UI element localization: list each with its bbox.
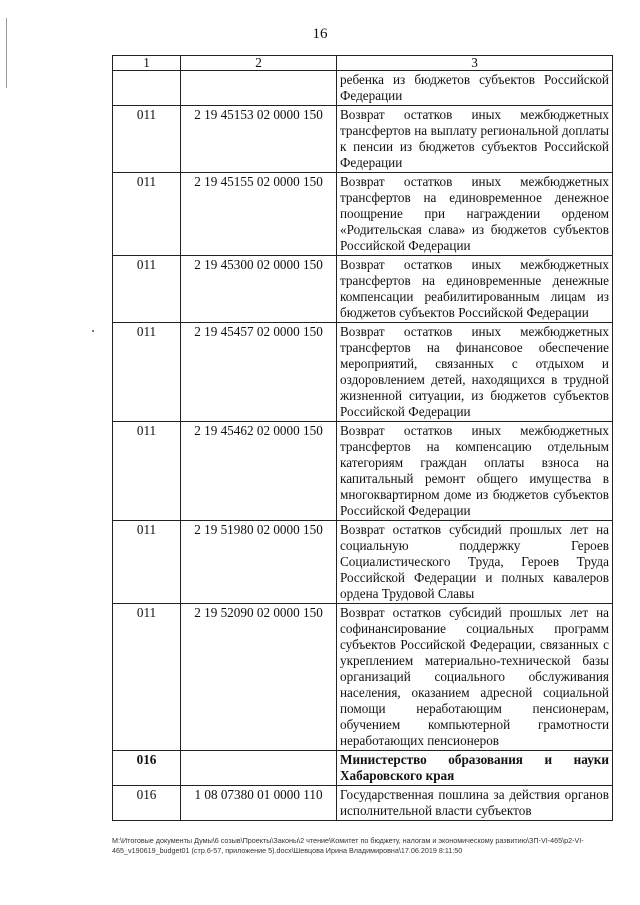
header-cell-2: 2: [181, 56, 337, 71]
admin-code-cell: 011: [113, 521, 181, 604]
budget-code-cell: [181, 71, 337, 106]
table-row: [113, 173, 613, 256]
budget-code-cell: 2 19 45300 02 0000 150: [181, 256, 337, 323]
admin-code-cell: 011: [113, 323, 181, 422]
description-cell: Возврат остатков иных межбюджетных трансфертов на выплату региональной доплаты к пенсии из бюджетов субъектов Российской Федерации: [337, 106, 613, 173]
table-header-row: [113, 56, 613, 71]
admin-code-cell: 016: [113, 786, 181, 821]
admin-code-cell: 011: [113, 604, 181, 751]
table-row: [113, 422, 613, 521]
table-row: [113, 521, 613, 604]
description-cell: Возврат остатков иных межбюджетных трансфертов на единовременное денежное поощрение при награждении орденом «Родительская слава» из бюджетов субъектов Российской Федерации: [337, 173, 613, 256]
table-row: [113, 256, 613, 323]
description-cell: Министерство образования и науки Хабаровского края: [337, 751, 613, 786]
table-row: [113, 604, 613, 751]
admin-code-cell: 011: [113, 256, 181, 323]
description-cell: Возврат остатков иных межбюджетных трансфертов на компенсацию отдельным категориям граждан оплаты взноса на капитальный ремонт общего имущества в многоквартирном доме из бюджетов субъектов Российской Федерации: [337, 422, 613, 521]
table-row: [113, 71, 613, 106]
table-row: [113, 106, 613, 173]
description-cell: Возврат остатков иных межбюджетных трансфертов на единовременные денежные компенсации реабилитированным лицам из бюджетов субъектов Российской Федерации: [337, 256, 613, 323]
budget-codes-table: [112, 55, 613, 821]
admin-code-cell: 016: [113, 751, 181, 786]
admin-code-cell: [113, 71, 181, 106]
admin-code-cell: 011: [113, 422, 181, 521]
scan-dot: [92, 330, 94, 332]
budget-code-cell: 2 19 45457 02 0000 150: [181, 323, 337, 422]
budget-code-cell: 2 19 51980 02 0000 150: [181, 521, 337, 604]
budget-code-cell: 1 08 07380 01 0000 110: [181, 786, 337, 821]
table-row: [113, 751, 613, 786]
description-cell: Возврат остатков субсидий прошлых лет на социальную поддержку Героев Социалистического Труда, Героев Труда Российской Федерации и полных кавалеров ордена Трудовой Славы: [337, 521, 613, 604]
budget-code-cell: 2 19 45155 02 0000 150: [181, 173, 337, 256]
table-row: [113, 323, 613, 422]
header-cell-1: 1: [113, 56, 181, 71]
description-cell: Возврат остатков субсидий прошлых лет на софинансирование социальных программ субъектов Российской Федерации, связанных с укреплением материально-технической базы организаций социального обслуживания населения, оказанием адресной социальной помощи неработающим пенсионерам, обучением компьютерной грамотности неработающих пенсионеров: [337, 604, 613, 751]
budget-code-cell: 2 19 52090 02 0000 150: [181, 604, 337, 751]
description-cell: ребенка из бюджетов субъектов Российской Федерации: [337, 71, 613, 106]
header-cell-3: 3: [337, 56, 613, 71]
admin-code-cell: 011: [113, 173, 181, 256]
table-row: [113, 786, 613, 821]
page-number: 16: [312, 26, 328, 42]
description-cell: Возврат остатков иных межбюджетных трансфертов на финансовое обеспечение мероприятий, связанных с отдыхом и оздоровлением детей, находящихся в трудной жизненной ситуации, из бюджетов субъектов Российской Федерации: [337, 323, 613, 422]
budget-code-cell: [181, 751, 337, 786]
admin-code-cell: 011: [113, 106, 181, 173]
budget-code-cell: 2 19 45153 02 0000 150: [181, 106, 337, 173]
description-cell: Государственная пошлина за действия органов исполнительной власти субъектов: [337, 786, 613, 821]
budget-code-cell: 2 19 45462 02 0000 150: [181, 422, 337, 521]
document-path-footer: M:\Итоговые документы Думы\6 созыв\Проекты\Законы\2 чтение\Комитет по бюджету, налогам и экономическому развитию\ЗП-VI-465\p2-VI-465_v190619_budget01 (стр.6-57, приложение 5).docx\Шевцова Ирина Владимировна\17.06.2019 8:11:50: [112, 836, 584, 855]
